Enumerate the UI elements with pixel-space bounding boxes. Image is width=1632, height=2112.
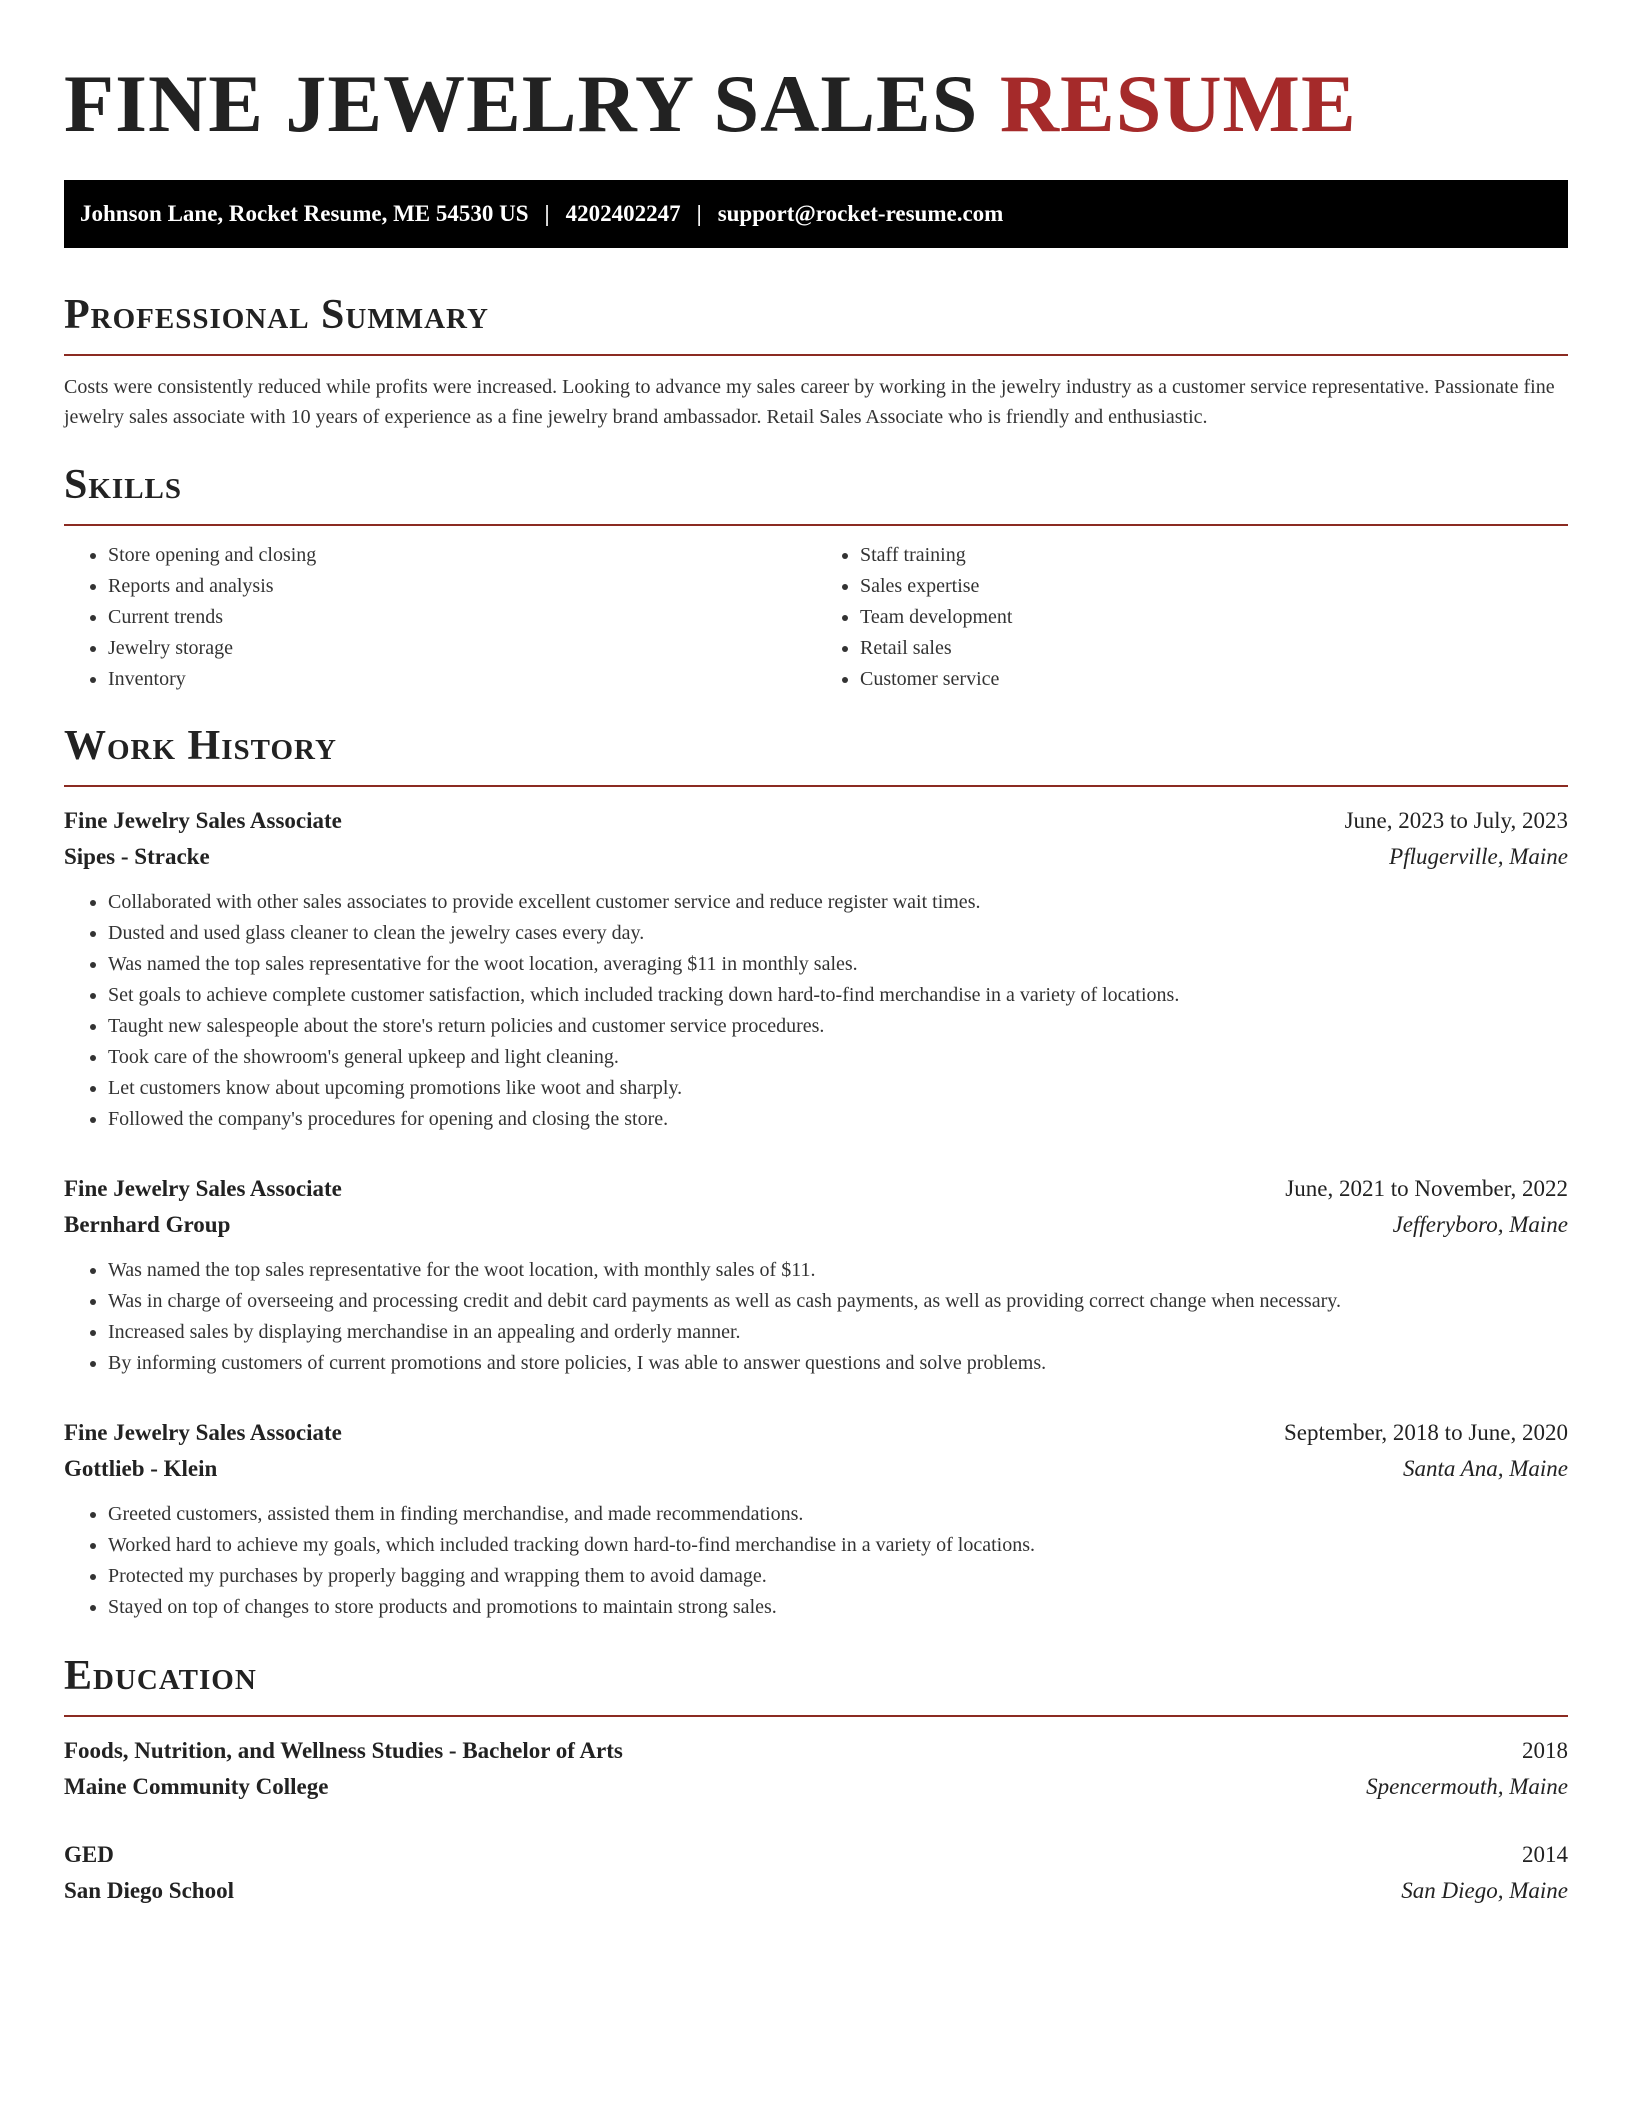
skill-item: • Current trends — [108, 602, 816, 633]
job-duty: • Dusted and used glass cleaner to clean the jewelry cases every day. — [108, 918, 1568, 949]
contact-address: Johnson Lane, Rocket Resume, ME 54530 US — [80, 201, 529, 226]
education-school: Maine Community College — [64, 1774, 329, 1799]
skill-item: • Team development — [860, 602, 1568, 633]
contact-separator: | — [696, 201, 702, 226]
title-accent: RESUME — [999, 58, 1357, 149]
job-duty: • Greeted customers, assisted them in finding merchandise, and made recommendations. — [108, 1499, 1568, 1530]
job-company: Sipes - Stracke — [64, 844, 210, 869]
job-company: Bernhard Group — [64, 1212, 231, 1237]
job-title: Fine Jewelry Sales Associate — [64, 1176, 342, 1201]
job-duty: • Taught new salespeople about the store's return policies and customer service procedures. — [108, 1011, 1568, 1042]
skill-item: • Retail sales — [860, 633, 1568, 664]
skills-heading: Skills — [64, 462, 183, 508]
summary-text: Costs were consistently reduced while profits were increased. Looking to advance my sales career by working in the jewelry industry as a customer service representative. Passionate fine jewelry sales associate with 10 years of experience as a fine jewelry brand ambassador. Retail Sales Associate who is friendly and enthusiastic. — [64, 376, 1555, 428]
job-duty: • Increased sales by displaying merchandise in an appealing and orderly manner. — [108, 1317, 1568, 1348]
job-duty: • Set goals to achieve complete customer satisfaction, which included tracking down hard-to-find merchandise in a variety of locations. — [108, 980, 1568, 1011]
education-degree: Foods, Nutrition, and Wellness Studies - Bachelor of Arts — [64, 1738, 623, 1763]
section-divider — [64, 785, 1568, 787]
work-history-heading: Work History — [64, 723, 337, 769]
job-duty: • Protected my purchases by properly bagging and wrapping them to avoid damage. — [108, 1561, 1568, 1592]
job-dates: June, 2023 to July, 2023 — [1344, 808, 1568, 833]
skill-item: • Customer service — [860, 664, 1568, 695]
job-duty: • Collaborated with other sales associates to provide excellent customer service and reduce register wait times. — [108, 887, 1568, 918]
work-history-section — [64, 721, 1568, 1623]
skill-item: • Sales expertise — [860, 571, 1568, 602]
education-school: San Diego School — [64, 1878, 234, 1903]
education-section — [64, 1651, 1568, 1909]
title-main: FINE JEWELRY SALES — [64, 58, 979, 149]
job-duty: • By informing customers of current promotions and store policies, I was able to answer questions and solve problems. — [108, 1348, 1568, 1379]
contact-email: support@rocket-resume.com — [717, 201, 1004, 226]
job-duty: • Followed the company's procedures for opening and closing the store. — [108, 1104, 1568, 1135]
section-divider — [64, 524, 1568, 526]
job-title: Fine Jewelry Sales Associate — [64, 1420, 342, 1445]
job-title: Fine Jewelry Sales Associate — [64, 808, 342, 833]
job-duties — [64, 1255, 1568, 1379]
summary-heading: Professional Summary — [64, 292, 489, 338]
job-location: Santa Ana, Maine — [1402, 1456, 1568, 1481]
summary-section — [64, 290, 1568, 432]
job-duties — [64, 887, 1568, 1135]
job-duty: • Was named the top sales representative for the woot location, with monthly sales of $11. — [108, 1255, 1568, 1286]
job-duty: • Worked hard to achieve my goals, which included tracking down hard-to-find merchandise in a variety of locations. — [108, 1530, 1568, 1561]
contact-bar — [64, 180, 1568, 248]
skill-item: • Staff training — [860, 540, 1568, 571]
job-duty: • Took care of the showroom's general upkeep and light cleaning. — [108, 1042, 1568, 1073]
job-location: Jefferyboro, Maine — [1392, 1212, 1568, 1237]
education-location: Spencermouth, Maine — [1366, 1774, 1568, 1799]
skills-section — [64, 460, 1568, 695]
skills-columns — [64, 540, 1568, 695]
job-entry — [64, 1415, 1568, 1623]
resume-title — [64, 0, 1568, 152]
education-entry — [64, 1733, 1568, 1805]
education-heading: Education — [64, 1653, 257, 1699]
skills-list-right — [816, 540, 1568, 695]
job-entry — [64, 803, 1568, 1135]
job-entry — [64, 1171, 1568, 1379]
job-dates: June, 2021 to November, 2022 — [1285, 1176, 1568, 1201]
skill-item: • Store opening and closing — [108, 540, 816, 571]
education-year: 2014 — [1522, 1842, 1568, 1867]
skill-item: • Inventory — [108, 664, 816, 695]
education-year: 2018 — [1522, 1738, 1568, 1763]
contact-separator: | — [544, 201, 550, 226]
job-dates: September, 2018 to June, 2020 — [1284, 1420, 1568, 1445]
job-duty: • Was in charge of overseeing and processing credit and debit card payments as well as cash payments, as well as providing correct change when necessary. — [108, 1286, 1568, 1317]
job-company: Gottlieb - Klein — [64, 1456, 218, 1481]
job-duties — [64, 1499, 1568, 1623]
education-degree: GED — [64, 1842, 114, 1867]
skills-list-left — [64, 540, 816, 695]
contact-phone: 4202402247 — [565, 201, 681, 226]
education-location: San Diego, Maine — [1401, 1878, 1568, 1903]
job-location: Pflugerville, Maine — [1389, 844, 1568, 869]
skill-item: • Jewelry storage — [108, 633, 816, 664]
section-divider — [64, 1715, 1568, 1717]
education-entry — [64, 1837, 1568, 1909]
section-divider — [64, 354, 1568, 356]
skill-item: • Reports and analysis — [108, 571, 816, 602]
job-duty: • Stayed on top of changes to store products and promotions to maintain strong sales. — [108, 1592, 1568, 1623]
job-duty: • Let customers know about upcoming promotions like woot and sharply. — [108, 1073, 1568, 1104]
job-duty: • Was named the top sales representative for the woot location, averaging $11 in monthly sales. — [108, 949, 1568, 980]
